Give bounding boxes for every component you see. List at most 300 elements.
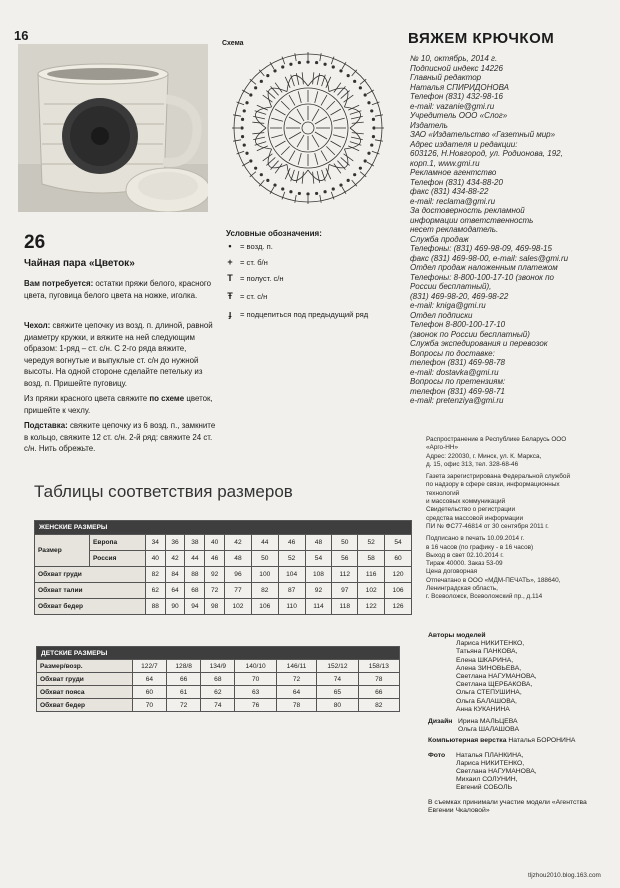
- flower-text-pre: Из пряжи красного цвета свяжите: [24, 394, 148, 403]
- text-line: Вопросы по доставке:: [410, 348, 495, 358]
- stitch-mark: [375, 140, 383, 141]
- stitch-mark: [298, 153, 301, 165]
- materials-text: остатки пряжи белого, красного цвета, пуговица белого цвета на ножке, иголка.: [24, 279, 211, 300]
- stitch-mark: [351, 137, 363, 139]
- text-line: Ленинградская область,: [426, 585, 498, 593]
- measure-cell: 64: [132, 673, 166, 686]
- text-line: Подписной индекс 14226: [410, 63, 503, 73]
- magazine-imprint: [410, 54, 610, 406]
- chain-dot: [260, 173, 262, 175]
- measure-cell: 60: [132, 686, 166, 699]
- footer-url: tljzhou2010.blog.163.com: [528, 872, 601, 879]
- kids-table-header: ДЕТСКИЕ РАЗМЕРЫ: [37, 647, 400, 660]
- measure-cell: 94: [185, 599, 205, 615]
- legend-item: • = возд. п.: [228, 241, 273, 251]
- stitch-mark: [344, 154, 354, 161]
- text-line: e-mail: kniga@gmi.ru: [410, 301, 486, 310]
- size-cell: 146/11: [276, 660, 316, 673]
- measure-cell: 76: [235, 699, 276, 712]
- crochet-schema: [228, 48, 388, 208]
- row-label: Обхват груди: [35, 567, 146, 583]
- measure-cell: 72: [205, 583, 225, 599]
- chain-dot: [243, 144, 245, 146]
- chain-dot: [332, 188, 334, 190]
- text-line: Лариса НИКИТЕНКО,: [456, 640, 525, 648]
- stitch-mark: [263, 95, 273, 102]
- stitch-mark: [298, 91, 301, 103]
- legend-item: ɟ = подцепиться под предыдущий ряд: [228, 309, 369, 319]
- stitch-mark: [321, 95, 327, 105]
- measure-cell: 64: [165, 583, 185, 599]
- chain-dot: [371, 144, 373, 146]
- europe-label: Европа: [90, 535, 146, 551]
- chain-dot: [307, 193, 309, 195]
- measure-cell: 96: [225, 567, 252, 583]
- text-line: факс (831) 469-98-00, e-mail: sales@gmi.ru: [410, 253, 569, 263]
- row-label: Обхват пояса: [37, 686, 133, 699]
- magazine-title: ВЯЖЕМ КРЮЧКОМ: [408, 30, 555, 47]
- coaster-paragraph: [24, 420, 216, 455]
- stitch-mark: [281, 146, 289, 154]
- stitch-mark: [296, 171, 298, 183]
- cover-label: Чехол:: [24, 321, 51, 330]
- chain-dot: [371, 110, 373, 112]
- coaster-text: свяжите цепочку из 6 возд. п., замкните в кольцо, свяжите 12 ст. с/н. 2-й ряд: свяжите 24 ст. с/н. Нить обрежьте.: [24, 421, 216, 453]
- stitch-mark: [334, 83, 341, 93]
- legend-item: + = ст. б/н: [227, 257, 268, 267]
- stitch-mark: [275, 83, 282, 93]
- text-line: За достоверность рекламной: [410, 206, 525, 215]
- chain-dot: [241, 127, 243, 129]
- text-line: Вопросы по претензиям:: [410, 377, 506, 386]
- materials-paragraph: [24, 278, 216, 301]
- text-line: в 16 часов (по графику - в 16 часов): [426, 543, 534, 551]
- size-cell: 158/13: [358, 660, 399, 673]
- legend-item: T = полуст. с/н: [227, 273, 284, 283]
- stitch-mark: [275, 141, 285, 147]
- measure-cell: 100: [251, 567, 278, 583]
- size-cell: 128/8: [167, 660, 201, 673]
- stitch-mark: [313, 172, 314, 184]
- size-cell: 42: [165, 551, 185, 567]
- chain-dot: [254, 167, 256, 169]
- credits-block: [428, 632, 618, 815]
- measure-cell: 98: [205, 599, 225, 615]
- stitch-mark: [252, 122, 264, 123]
- chain-dot: [267, 74, 269, 76]
- measure-cell: 104: [278, 567, 305, 583]
- chain-dot: [241, 135, 243, 137]
- measure-cell: 70: [235, 673, 276, 686]
- text-line: Лариса НИКИТЕНКО,: [456, 759, 525, 767]
- stitch-mark: [296, 73, 298, 85]
- measure-cell: 90: [165, 599, 185, 615]
- text-line: России бесплатный),: [410, 282, 492, 291]
- measure-cell: 77: [225, 583, 252, 599]
- text-line: Светлана НАГУМАНОВА,: [456, 673, 537, 681]
- chain-dot: [368, 152, 370, 154]
- stitch-mark: [352, 122, 364, 123]
- stitch-mark: [295, 195, 296, 203]
- text-line: Подписано в печать 10.09.2014 г.: [426, 535, 525, 543]
- measure-cell: 66: [167, 673, 201, 686]
- measure-cell: 118: [332, 599, 358, 615]
- measure-cell: 72: [276, 673, 316, 686]
- stitch-mark: [263, 154, 273, 161]
- text-line: (831) 469-98-20, 469-98-22: [410, 291, 509, 301]
- text-line: Телефон (831) 432-98-16: [410, 92, 503, 101]
- measure-cell: 88: [145, 599, 165, 615]
- coaster-label: Подставка:: [24, 421, 68, 430]
- measure-cell: 65: [317, 686, 358, 699]
- chain-dot: [315, 192, 317, 194]
- size-cell: 54: [385, 535, 412, 551]
- measure-cell: 74: [317, 673, 358, 686]
- measure-cell: 66: [358, 686, 399, 699]
- stitch-mark: [297, 109, 304, 121]
- size-cell: 50: [251, 551, 278, 567]
- text-line: ПИ № ФС77-46814 от 30 сентября 2011 г.: [426, 522, 549, 530]
- text-line: средства массовой информации: [426, 514, 524, 522]
- flower-text-bold: по схеме: [149, 394, 185, 403]
- size-cell: 54: [305, 551, 332, 567]
- chain-dot: [246, 102, 248, 104]
- chain-dot: [359, 167, 361, 169]
- stitch-mark: [295, 53, 296, 61]
- stitch-mark: [253, 116, 265, 118]
- text-line: Свидетельство о регистрации: [426, 506, 516, 514]
- text-line: Отдел подписки: [410, 310, 473, 320]
- project-number: 26: [24, 232, 46, 253]
- measure-cell: 108: [305, 567, 332, 583]
- size-cell: 48: [305, 535, 332, 551]
- cover-text: свяжите цепочку из возд. п. длиной, равной диаметру кружки, и вяжите на ней следующим образом: 1-ряд – ст. с/н. С 2-го ряда вяжите, чередуя вогнутые и выпуклые ст. с/н до нужной высоты. На одной стороне сделайте петельку из возд. п. Пришейте пуговицу.: [24, 321, 213, 388]
- chain-dot: [353, 173, 355, 175]
- chain-dot: [364, 160, 366, 162]
- chain-dot: [250, 160, 252, 162]
- text-line: Издатель: [410, 120, 448, 130]
- text-line: Ольга ШАЛАШОВА: [458, 726, 519, 734]
- text-line: e-mail: reclama@gmi.ru: [410, 196, 496, 206]
- stitch-mark: [331, 141, 341, 147]
- text-line: Рекламное агентство: [410, 168, 497, 177]
- stitch-mark: [321, 151, 327, 161]
- measure-cell: 114: [305, 599, 332, 615]
- measure-cell: 106: [385, 583, 412, 599]
- measure-cell: 106: [251, 599, 278, 615]
- size-cell: 152/12: [317, 660, 358, 673]
- text-line: Адрес издателя и редакции:: [410, 139, 518, 149]
- project-title: Чайная пара «Цветок»: [24, 258, 135, 269]
- measure-cell: 122: [358, 599, 385, 615]
- stitch-mark: [271, 118, 283, 121]
- text-line: несет рекламодатель.: [410, 225, 499, 234]
- size-cell: 60: [385, 551, 412, 567]
- chain-dot: [368, 102, 370, 104]
- measure-cell: 126: [385, 599, 412, 615]
- flower-paragraph: [24, 393, 216, 416]
- models-label: Авторы моделей: [428, 632, 486, 639]
- stitch-mark: [289, 151, 295, 161]
- text-line: Служба продаж: [410, 234, 469, 244]
- measure-cell: 62: [145, 583, 165, 599]
- stitch-mark: [233, 140, 241, 141]
- measure-cell: 88: [185, 567, 205, 583]
- materials-label: Вам потребуется:: [24, 279, 94, 288]
- chain-dot: [364, 94, 366, 96]
- size-cell: 42: [225, 535, 252, 551]
- chain-dot: [274, 70, 276, 72]
- stitch-mark: [302, 72, 303, 84]
- stitch-mark: [275, 109, 285, 115]
- size-cell: 140/10: [235, 660, 276, 673]
- cover-paragraph: [24, 320, 216, 389]
- text-line: Алена ЗИНОВЬЕВА,: [456, 664, 522, 672]
- schema-label: Схема: [222, 40, 244, 47]
- size-cell: 36: [165, 535, 185, 551]
- stitch-mark: [271, 135, 283, 138]
- stitch-mark: [331, 109, 341, 115]
- center-ring: [302, 122, 314, 134]
- stitch-mark: [334, 164, 341, 174]
- measure-cell: 80: [317, 699, 358, 712]
- row-label: Обхват бедер: [35, 599, 146, 615]
- size-cell: 34: [145, 535, 165, 551]
- women-table-header: ЖЕНСКИЕ РАЗМЕРЫ: [35, 521, 412, 535]
- text-line: Распространение в Республике Беларусь ООО: [426, 436, 567, 443]
- text-line: Главный редактор: [410, 73, 482, 82]
- size-cell: 46: [278, 535, 305, 551]
- text-line: Наталья СПИРИДОНОВА: [410, 82, 509, 92]
- text-line: Отпечатано в ООО «МДМ-ПЕЧАТЬ», 188640,: [426, 576, 561, 584]
- chain-dot: [359, 87, 361, 89]
- text-line: «Арго-НН»: [426, 444, 459, 452]
- size-cell: 44: [251, 535, 278, 551]
- text-line: Телефон (831) 434-88-20: [410, 177, 503, 187]
- stitch-mark: [302, 172, 303, 184]
- photo-row: Фото Наталья ПЛАНКИНА, Лариса НИКИТЕНКО, Светлана НАГУМАНОВА, Михаил СОЛУНИН, Евгений СОБОЛЬ: [428, 751, 537, 792]
- size-cell: 46: [205, 551, 225, 567]
- tables-title: Таблицы соответствия размеров: [34, 482, 293, 501]
- chain-dot: [347, 74, 349, 76]
- text-line: информации ответственность: [410, 215, 534, 225]
- magazine-registration: [426, 436, 612, 602]
- page-number: 16: [14, 28, 29, 43]
- measure-cell: 62: [201, 686, 235, 699]
- text-line: г. Всеволожск, Всеволожский пр., д.114: [426, 593, 543, 601]
- text-line: Евгений СОБОЛЬ: [456, 784, 513, 792]
- stitch-mark: [233, 115, 241, 116]
- stitch-mark: [315, 91, 318, 103]
- measure-cell: 63: [235, 686, 276, 699]
- text-line: Татьяна ПАНКОВА,: [456, 648, 518, 656]
- text-line: ЗАО «Издательство «Газетный мир»: [410, 130, 556, 139]
- design-row: Дизайн Ирина МАЛЬЦЕВА Ольга ШАЛАШОВА: [428, 718, 519, 734]
- stitch-mark: [253, 137, 265, 139]
- text-line: Ольга БАЛАШОВА,: [456, 697, 517, 705]
- measure-cell: 102: [358, 583, 385, 599]
- chain-dot: [324, 191, 326, 193]
- stitch-mark: [320, 53, 321, 61]
- text-line: Ирина МАЛЬЦЕВА: [458, 718, 518, 726]
- shoot-note: В съемках принимали участие модели «Агентства Евгении Чкаловой»: [428, 798, 587, 814]
- chain-dot: [372, 135, 374, 137]
- text-line: Адрес: 220030, г. Минск, ул. К. Маркса,: [426, 452, 542, 460]
- stitch-mark: [297, 135, 304, 147]
- chain-dot: [340, 70, 342, 72]
- text-line: Телефоны: 8-800-100-17-10 (звонок по: [410, 272, 554, 282]
- text-line: корп.1, www.gmi.ru: [410, 158, 480, 168]
- measure-cell: 87: [278, 583, 305, 599]
- stitch-mark: [313, 72, 314, 84]
- text-line: 603126, Н.Новгород, ул. Родионова, 192,: [410, 149, 563, 158]
- stitch-mark: [275, 164, 282, 174]
- text-line: Елена ШКАРИНА,: [456, 656, 514, 664]
- stitch-mark: [252, 133, 264, 134]
- size-cell: 38: [185, 535, 205, 551]
- chain-dot: [254, 87, 256, 89]
- row-label: Обхват бедер: [37, 699, 133, 712]
- chain-dot: [372, 118, 374, 120]
- measure-cell: 82: [251, 583, 278, 599]
- row-label: Обхват талии: [35, 583, 146, 599]
- text-line: Отдел продаж наложенным платежом: [410, 263, 558, 272]
- chain-dot: [298, 192, 300, 194]
- product-photo: [18, 44, 208, 212]
- measure-cell: 82: [358, 699, 399, 712]
- size-cell: 52: [358, 535, 385, 551]
- chain-dot: [353, 80, 355, 82]
- stitch-mark: [333, 118, 345, 121]
- size-cell: 58: [358, 551, 385, 567]
- chain-dot: [340, 184, 342, 186]
- kids-size-label: Размер/возр.: [37, 660, 133, 673]
- chain-dot: [315, 61, 317, 63]
- text-line: e-mail: dostavka@gmi.ru: [410, 367, 499, 377]
- stitch-mark: [320, 195, 321, 203]
- chain-dot: [282, 188, 284, 190]
- measure-cell: 92: [305, 583, 332, 599]
- chain-dot: [274, 184, 276, 186]
- stitch-mark: [352, 133, 364, 134]
- outer-ring: [234, 54, 382, 202]
- text-line: Анна КУКАНИНА: [456, 705, 510, 713]
- measure-cell: 120: [385, 567, 412, 583]
- text-line: Светлана НАГУМАНОВА,: [456, 768, 537, 776]
- measure-cell: 102: [225, 599, 252, 615]
- stitch-mark: [351, 116, 363, 118]
- chain-dot: [246, 152, 248, 154]
- layout-row: Компьютерная верстка Наталья БОРОНИНА: [428, 737, 576, 745]
- russia-label: Россия: [90, 551, 146, 567]
- chain-dot: [347, 179, 349, 181]
- measure-cell: 68: [201, 673, 235, 686]
- size-cell: 134/9: [201, 660, 235, 673]
- measure-cell: 64: [276, 686, 316, 699]
- text-line: телефон (831) 469-98-78: [410, 358, 505, 367]
- size-cell: 40: [205, 535, 225, 551]
- text-line: Служба экспедирования и перевозок: [410, 339, 548, 348]
- stitch-mark: [326, 101, 334, 109]
- measure-cell: 84: [165, 567, 185, 583]
- size-cell: 122/7: [132, 660, 166, 673]
- stitch-mark: [315, 132, 327, 139]
- stitch-mark: [317, 73, 319, 85]
- row-label: Обхват груди: [37, 673, 133, 686]
- measure-cell: 70: [132, 699, 166, 712]
- text-line: Тираж 40000. Заказ 53-09: [426, 560, 503, 568]
- measure-cell: 110: [278, 599, 305, 615]
- chain-dot: [282, 66, 284, 68]
- measure-cell: 78: [276, 699, 316, 712]
- kids-size-table: [36, 646, 400, 712]
- stitch-mark: [375, 115, 383, 116]
- chain-dot: [260, 80, 262, 82]
- measure-cell: 92: [205, 567, 225, 583]
- stitch-mark: [289, 117, 301, 124]
- size-cell: 52: [278, 551, 305, 567]
- stitch-mark: [333, 135, 345, 138]
- stitch-mark: [281, 101, 289, 109]
- stitch-mark: [317, 171, 319, 183]
- text-line: факс (831) 434-88-22: [410, 187, 489, 196]
- legend-title: Условные обозначения:: [226, 229, 322, 238]
- chain-dot: [250, 94, 252, 96]
- measure-cell: 78: [358, 673, 399, 686]
- chain-dot: [307, 61, 309, 63]
- text-line: Михаил СОЛУНИН,: [456, 776, 518, 784]
- chain-dot: [290, 191, 292, 193]
- chain-dot: [298, 61, 300, 63]
- measure-cell: 72: [167, 699, 201, 712]
- text-line: Телефон 8-800-100-17-10: [410, 320, 506, 329]
- stitch-mark: [315, 117, 327, 124]
- legend-item: Ŧ = ст. с/н: [227, 291, 268, 301]
- measure-cell: 116: [358, 567, 385, 583]
- text-line: e-mail: vazanie@gmi.ru: [410, 101, 495, 111]
- women-size-table: [34, 520, 412, 615]
- text-line: Телефоны: (831) 469-98-09, 469-98-15: [410, 244, 552, 253]
- text-line: телефон (831) 469-98-71: [410, 386, 505, 396]
- text-line: Светлана ЩЕРБАКОВА,: [456, 681, 533, 689]
- chain-dot: [243, 110, 245, 112]
- text-line: № 10, октябрь, 2014 г.: [410, 54, 498, 63]
- stitch-mark: [312, 135, 319, 147]
- text-line: (звонок по России бесплатный): [410, 329, 530, 339]
- size-label: Размер: [35, 535, 90, 567]
- chain-dot: [324, 63, 326, 65]
- size-cell: 48: [225, 551, 252, 567]
- measure-cell: 82: [145, 567, 165, 583]
- stitch-mark: [312, 109, 319, 121]
- chain-dot: [241, 118, 243, 120]
- text-line: Газета зарегистрирована Федеральной службой: [426, 473, 571, 481]
- measure-cell: 61: [167, 686, 201, 699]
- chain-dot: [373, 127, 375, 129]
- chain-dot: [332, 66, 334, 68]
- stitch-mark: [289, 132, 301, 139]
- measure-cell: 74: [201, 699, 235, 712]
- text-line: Наталья ПЛАНКИНА,: [456, 751, 524, 759]
- text-line: Учредитель ООО «Слог»: [410, 111, 508, 120]
- size-cell: 50: [332, 535, 358, 551]
- text-line: технологий: [426, 489, 460, 497]
- chain-dot: [290, 63, 292, 65]
- text-line: Ольга СТЕПУШИНА,: [456, 689, 522, 697]
- stitch-mark: [326, 146, 334, 154]
- measure-cell: 68: [185, 583, 205, 599]
- measure-cell: 97: [332, 583, 358, 599]
